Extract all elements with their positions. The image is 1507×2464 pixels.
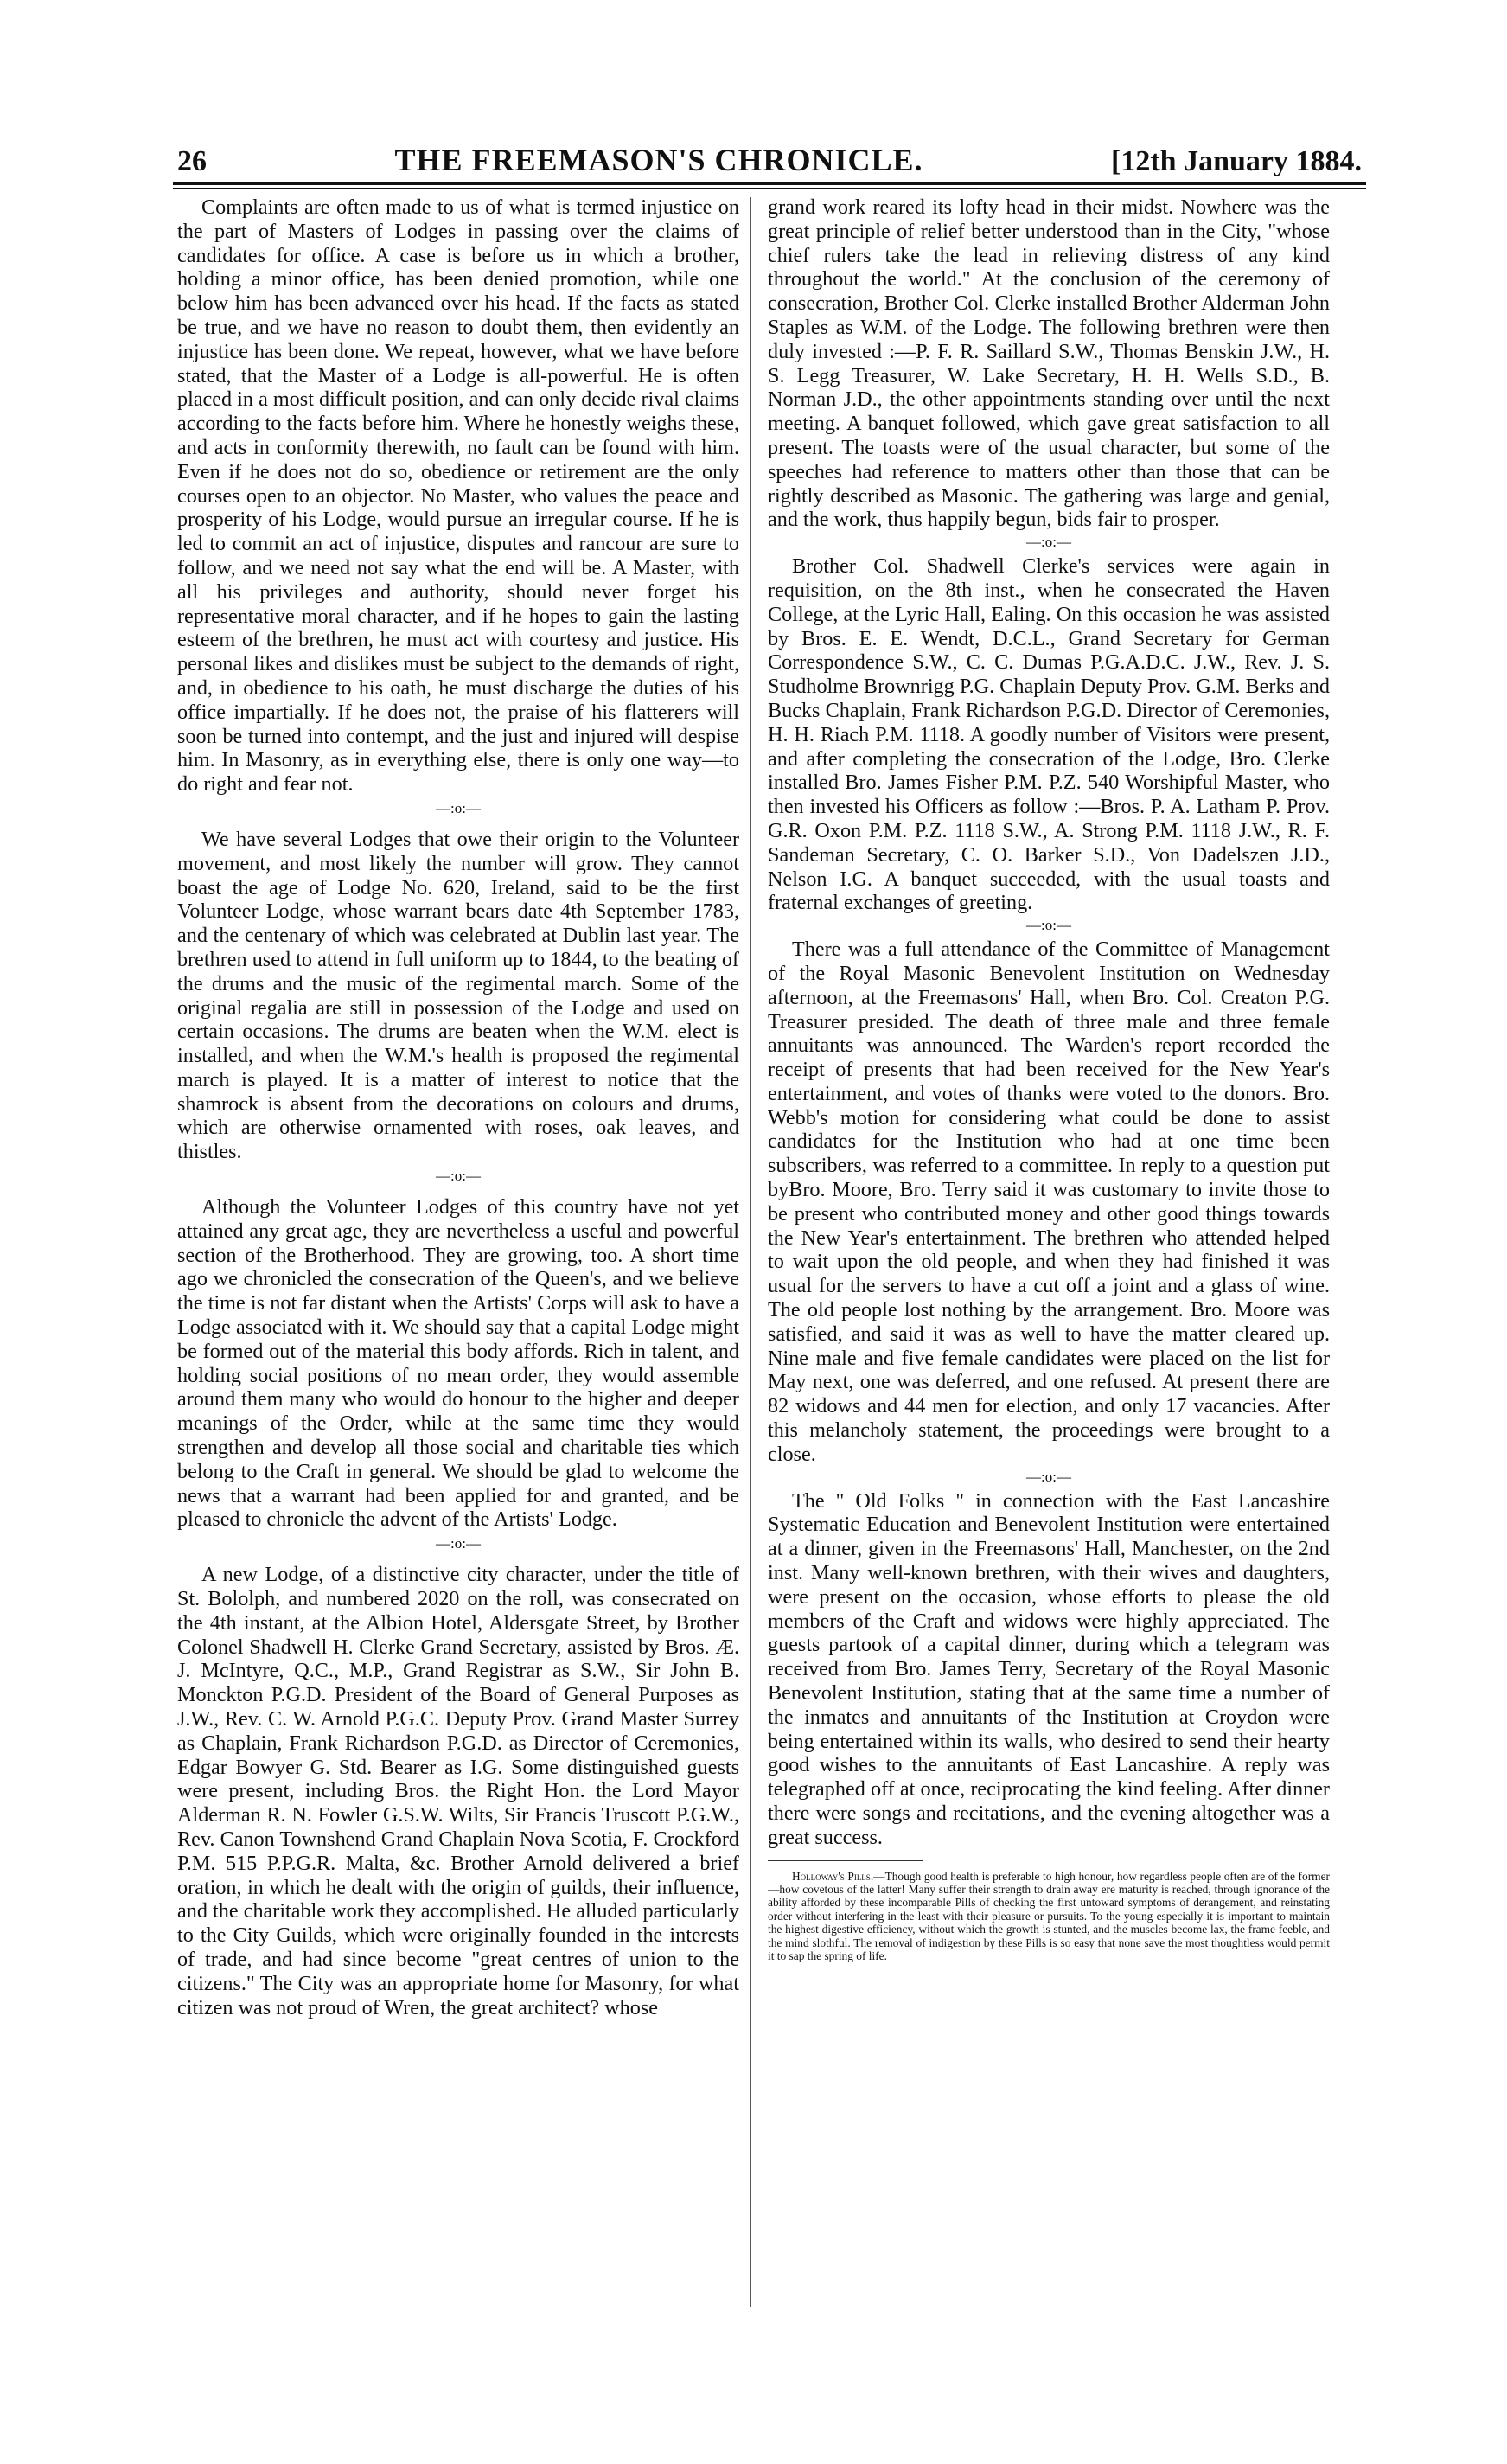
advert-divider [768,1860,923,1861]
section-separator: —:o:— [1026,1468,1071,1485]
masthead-rule-thin [173,188,1366,189]
article-paragraph: A new Lodge, of a distinctive city character, under the title of St. Bololph, and numbered 2020 on the roll, was consecrated on the 4th instant, at the Albion Hotel, Aldersgate Street, by Brother Colonel Shadwell H. Clerke Grand Secretary, assisted by Bros. Æ. J. McIntyre, Q.C., M.P., Grand Registrar as S.W., Sir John B. Monckton P.G.D. President of the Board of General Purposes as J.W., Rev. C. W. Arnold P.G.C. Deputy Prov. Grand Master Surrey as Chaplain, Frank Richardson P.G.D. as Director of Ceremonies, Edgar Bowyer G. Std. Bearer as I.G. Some distinguished guests were present, including Bros. the Right Hon. the Lord Mayor Alderman R. N. Fowler G.S.W. Wilts, Sir Francis Truscott P.G.W., Rev. Canon Townshend Grand Chaplain Nova Scotia, F. Crockford P.M. 515 P.P.G.R. Malta, &c. Brother Arnold delivered a brief oration, in which he dealt with the origin of guilds, their influence, and the charitable work they accomplished. He alluded particularly to the City Guilds, which were originally founded in the interests of trade, and had since become "great centres of union to the citizens." The City was an appropriate home for Masonry, for what citizen was not proud of Wren, the great architect? whose [177,1563,739,2019]
left-column [177,195,739,2019]
continued-paragraph: grand work reared its lofty head in their midst. Nowhere was the great principle of relief better understood than in the City, "whose chief rulers take the lead in relieving distress of any kind throughout the world." At the conclusion of the ceremony of consecration, Brother Col. Clerke installed Brother Alderman John Staples as W.M. of the Lodge. The following brethren were then duly invested :—P. F. R. Saillard S.W., Thomas Benskin J.W., H. S. Legg Treasurer, W. Lake Secretary, H. H. Wells S.D., B. Norman J.D., the other appointments standing over until the next meeting. A banquet followed, which gave great satisfaction to all present. The toasts were of the usual character, but some of the speeches had reference to matters other than those that can be rightly described as Masonic. The gathering was large and genial, and the work, thus happily begun, bids fair to prosper. [768,195,1330,532]
article-paragraph: The " Old Folks " in connection with the East Lancashire Systematic Education and Benevolent Institution were entertained at a dinner, given in the Freemasons' Hall, Manchester, on the 2nd inst. Many well-known brethren, with their wives and daughters, were present on the occasion, whose efforts to please the old members of the Craft and widows were highly appreciated. The guests partook of a capital dinner, during which a telegram was received from Bro. James Terry, Secretary of the Royal Masonic Benevolent Institution, stating that at the same time a number of the inmates and annuitants of the Institution at Croydon were being entertained within its walls, who desired to send their hearty good wishes to the annuitants of East Lancashire. A reply was telegraphed off at once, reciprocating the kind feeling. After dinner there were songs and recitations, and the evening altogether was a great success. [768,1488,1330,1849]
section-separator: —:o:— [436,1535,481,1552]
article-paragraph: We have several Lodges that owe their origin to the Volunteer movement, and most likely the number will grow. They cannot boast the age of Lodge No. 620, Ireland, said to be the first Volunteer Lodge, whose warrant bears date 4th September 1783, and the centenary of which was celebrated at Dublin last year. The brethren used to attend in full uniform up to 1844, to the beating of the drums and the music of the regimental march. Some of the original regalia are still in possession of the Lodge and used on certain occasions. The drums are beaten when the W.M. elect is installed, and when the W.M.'s health is proposed the regimental march is played. It is a matter of interest to notice that the shamrock is absent from the decorations on colours and drums, which are otherwise ornamented with roses, oak leaves, and thistles. [177,827,739,1164]
column-divider [750,197,751,2307]
article-paragraph: Complaints are often made to us of what is termed injustice on the part of Masters of Lodges in passing over the claims of candidates for office. A case is before us in which a brother, holding a minor office, has been denied promotion, while one below him has been advanced over his head. If the facts as stated be true, and we have no reason to doubt them, then evidently an injustice has been done. We repeat, however, what we have before stated, that the Master of a Lodge is all-powerful. He is often placed in a most difficult position, and can only decide rival claims according to the facts before him. Where he honestly weighs these, and acts in conformity therewith, no fault can be found with him. Even if he does not do so, obedience or retirement are the only courses open to an objector. No Master, who values the peace and prosperity of his Lodge, would pursue an irregular course. If he is led to commit an act of injustice, disputes and rancour are sure to follow, and we need not say what the end will be. A Master, with all his privileges and authority, should never forget his representative moral character, and if he hopes to gain the lasting esteem of the brethren, he must act with courtesy and justice. His personal likes and dislikes must be subject to the demands of right, and, in obedience to his oath, he must discharge the duties of his office impartially. If he does not, the praise of his flatterers will soon be turned into contempt, and the just and injured will despise him. In Masonry, as in everything else, there is only one way—to do right and fear not. [177,195,739,797]
journal-title: THE FREEMASON'S CHRONICLE. [394,143,923,177]
right-column [768,195,1330,1962]
issue-date: [12th January 1884. [1111,145,1362,177]
article-paragraph: Although the Volunteer Lodges of this country have not yet attained any great age, they are nevertheless a useful and powerful section of the Brotherhood. They are growing, too. A short time ago we chronicled the consecration of the Queen's, and we believe the time is not far distant when the Artists' Corps will ask to have a Lodge associated with it. We should say that a capital Lodge might be formed out of the material this body affords. Rich in talent, and holding social positions of no mean order, they would assemble around them many who would do honour to the higher and deeper meanings of the Order, while at the same time they would strengthen and develop all those social and charitable ties which belong to the Craft in general. We should be glad to welcome the news that a warrant had been applied for and granted, and be pleased to chronicle the advent of the Artists' Lodge. [177,1195,739,1532]
article-paragraph: There was a full attendance of the Committee of Management of the Royal Masonic Benevolent Institution on Wednesday afternoon, at the Freemasons' Hall, when Bro. Col. Creaton P.G. Treasurer presided. The death of three male and three female annuitants was announced. The Warden's report recorded the receipt of presents that had been received for the New Year's entertainment, and votes of thanks were voted to the donors. Bro. Webb's motion for considering what could be done to assist candidates for the Institution who had at one time been subscribers, was referred to a committee. In reply to a question put byBro. Moore, Bro. Terry said it was customary to invite those to be present who contributed money and other good things towards the New Year's entertainment. The brethren who attended helped to wait upon the old people, and when they had finished it was usual for the servers to have a cut off a joint and a glass of wine. The old people lost nothing by the arrangement. Bro. Moore was satisfied, and said it was as well to have the matter cleared up. Nine male and five female candidates were placed on the list for May next, one was deferred, and one refused. At present there are 82 widows and 44 men for election, and only 17 vacancies. After this melancholy statement, the proceedings were brought to a close. [768,938,1330,1466]
section-separator: —:o:— [436,1168,481,1185]
advertisement [768,1870,1330,1963]
section-separator: —:o:— [1026,917,1071,934]
page-number: 26 [177,145,207,177]
masthead-rule [173,182,1366,185]
advert-heading: Holloway's Pills. [792,1869,874,1883]
article-paragraph: Brother Col. Shadwell Clerke's services were again in requisition, on the 8th inst., when he consecrated the Haven College, at the Lyric Hall, Ealing. On this occasion he was assisted by Bros. E. E. Wendt, D.C.L., Grand Secretary for German Correspondence S.W., C. C. Dumas P.G.A.D.C. J.W., Rev. J. S. Studholme Brownrigg P.G. Chaplain Deputy Prov. G.M. Berks and Bucks Chaplain, Frank Richardson P.G.D. Director of Ceremonies, H. H. Riach P.M. 1118. A goodly number of Visitors were present, and after completing the consecration of the Lodge, Bro. Clerke installed Bro. James Fisher P.M. P.Z. 540 Worshipful Master, who then invested his Officers as follow :—Bros. P. A. Latham P. Prov. G.R. Oxon P.M. P.Z. 1118 S.W., A. Strong P.M. 1118 J.W., R. F. Sandeman Secretary, C. O. Barker S.D., Von Dadelszen J.D., Nelson I.G. A banquet succeeded, with the usual toasts and fraternal exchanges of greeting. [768,554,1330,915]
section-separator: —:o:— [436,799,481,816]
masthead [177,137,1362,178]
section-separator: —:o:— [1026,534,1071,551]
advert-text: —Though good health is preferable to high honour, how regardless people often are of the former—how covetous of the latter! Many suffer their strength to drain away ere maturity is reached, through ignorance of the ability afforded by these incomparable Pills of checking the first untoward symptoms of derangement, and reinstating order without interfering in the least with their pleasure or pursuits. To the young especially it is important to maintain the highest digestive efficiency, without which the growth is stunted, and the muscles become lax, the frame feeble, and the mind slothful. The removal of indigestion by these Pills is so easy that none save the most thoughtless would permit it to sap the spring of life. [768,1869,1330,1963]
